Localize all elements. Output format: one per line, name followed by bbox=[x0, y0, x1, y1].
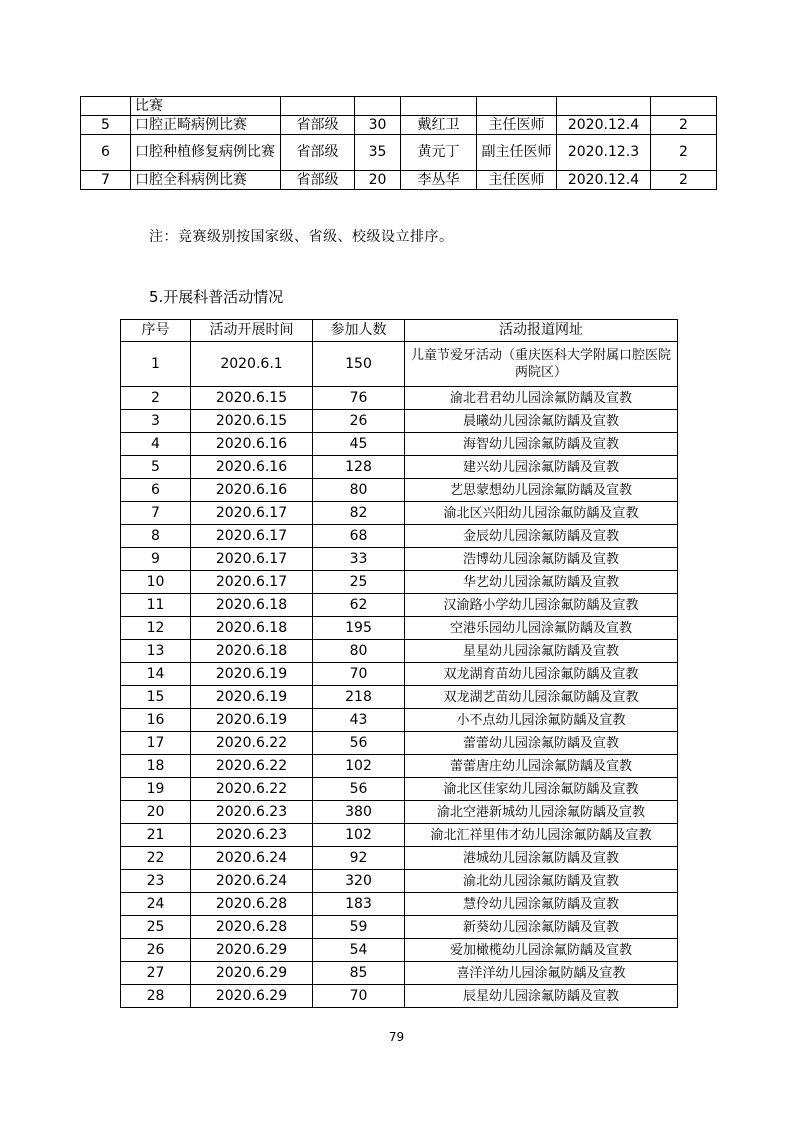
activity-cell-no: 10 bbox=[121, 571, 191, 594]
activity-row bbox=[121, 594, 678, 617]
activity-cell-count: 92 bbox=[313, 847, 405, 870]
competition-cell-extra: 2 bbox=[651, 171, 717, 190]
competition-table-body bbox=[81, 97, 717, 190]
activity-cell-no: 17 bbox=[121, 732, 191, 755]
activity-cell-no: 23 bbox=[121, 870, 191, 893]
competition-cell-count: 20 bbox=[355, 171, 401, 190]
activity-cell-no: 8 bbox=[121, 525, 191, 548]
activity-cell-no: 20 bbox=[121, 801, 191, 824]
competition-cell-no: 5 bbox=[81, 116, 131, 135]
competition-cell-extra: 2 bbox=[651, 116, 717, 135]
competition-cell-date: 2020.12.4 bbox=[557, 171, 651, 190]
activity-row bbox=[121, 640, 678, 663]
activity-cell-date: 2020.6.15 bbox=[191, 387, 313, 410]
activity-cell-date: 2020.6.16 bbox=[191, 456, 313, 479]
activity-cell-site: 浩博幼儿园涂氟防龋及宣教 bbox=[405, 548, 678, 571]
activity-cell-count: 195 bbox=[313, 617, 405, 640]
competition-cell-name: 口腔种植修复病例比赛 bbox=[131, 135, 281, 171]
activity-cell-count: 43 bbox=[313, 709, 405, 732]
activity-cell-date: 2020.6.24 bbox=[191, 870, 313, 893]
competition-cell-no: 7 bbox=[81, 171, 131, 190]
activity-cell-no: 9 bbox=[121, 548, 191, 571]
activity-cell-count: 70 bbox=[313, 985, 405, 1008]
competition-table bbox=[80, 96, 717, 190]
competition-cell-count: 35 bbox=[355, 135, 401, 171]
activity-row bbox=[121, 502, 678, 525]
activity-cell-site: 晨曦幼儿园涂氟防龋及宣教 bbox=[405, 410, 678, 433]
table-note: 注：竞赛级别按国家级、省级、校级设立排序。 bbox=[149, 229, 454, 245]
activity-row bbox=[121, 433, 678, 456]
activity-cell-date: 2020.6.22 bbox=[191, 732, 313, 755]
activity-cell-count: 85 bbox=[313, 962, 405, 985]
competition-cell-person: 戴红卫 bbox=[401, 116, 477, 135]
activity-row bbox=[121, 709, 678, 732]
competition-row bbox=[81, 97, 717, 116]
activity-cell-no: 18 bbox=[121, 755, 191, 778]
activity-cell-date: 2020.6.23 bbox=[191, 801, 313, 824]
activity-cell-count: 70 bbox=[313, 663, 405, 686]
activity-cell-no: 5 bbox=[121, 456, 191, 479]
activity-cell-date: 2020.6.22 bbox=[191, 755, 313, 778]
activity-cell-no: 19 bbox=[121, 778, 191, 801]
activity-cell-site: 建兴幼儿园涂氟防龋及宣教 bbox=[405, 456, 678, 479]
activity-cell-date: 2020.6.19 bbox=[191, 686, 313, 709]
activity-cell-no: 21 bbox=[121, 824, 191, 847]
activity-cell-count: 218 bbox=[313, 686, 405, 709]
activity-cell-no: 3 bbox=[121, 410, 191, 433]
header-date: 活动开展时间 bbox=[191, 320, 313, 342]
activity-cell-site: 辰星幼儿园涂氟防龋及宣教 bbox=[405, 985, 678, 1008]
competition-cell-name: 口腔全科病例比赛 bbox=[131, 171, 281, 190]
competition-cell-date: 2020.12.3 bbox=[557, 135, 651, 171]
activity-cell-date: 2020.6.29 bbox=[191, 962, 313, 985]
activity-cell-no: 14 bbox=[121, 663, 191, 686]
activity-cell-count: 380 bbox=[313, 801, 405, 824]
competition-cell-extra: 2 bbox=[651, 135, 717, 171]
activity-cell-no: 25 bbox=[121, 916, 191, 939]
header-no: 序号 bbox=[121, 320, 191, 342]
competition-cell-level: 省部级 bbox=[281, 171, 355, 190]
competition-cell-count bbox=[355, 97, 401, 116]
activity-cell-site: 爱加橄榄幼儿园涂氟防龋及宣教 bbox=[405, 939, 678, 962]
activity-cell-date: 2020.6.16 bbox=[191, 479, 313, 502]
activity-cell-date: 2020.6.1 bbox=[191, 342, 313, 387]
activity-cell-no: 12 bbox=[121, 617, 191, 640]
competition-cell-title bbox=[477, 97, 557, 116]
activity-cell-no: 15 bbox=[121, 686, 191, 709]
activity-cell-count: 80 bbox=[313, 479, 405, 502]
activity-cell-site: 喜洋洋幼儿园涂氟防龋及宣教 bbox=[405, 962, 678, 985]
competition-cell-count: 30 bbox=[355, 116, 401, 135]
activity-cell-date: 2020.6.22 bbox=[191, 778, 313, 801]
competition-cell-name: 口腔正畸病例比赛 bbox=[131, 116, 281, 135]
competition-cell-title: 主任医师 bbox=[477, 171, 557, 190]
competition-cell-level: 省部级 bbox=[281, 135, 355, 171]
activity-cell-date: 2020.6.19 bbox=[191, 663, 313, 686]
activity-cell-count: 150 bbox=[313, 342, 405, 387]
activity-cell-count: 102 bbox=[313, 755, 405, 778]
activity-cell-count: 82 bbox=[313, 502, 405, 525]
activity-cell-site: 小不点幼儿园涂氟防龋及宣教 bbox=[405, 709, 678, 732]
activity-cell-date: 2020.6.29 bbox=[191, 985, 313, 1008]
activity-row bbox=[121, 456, 678, 479]
activity-cell-no: 6 bbox=[121, 479, 191, 502]
activity-cell-site: 双龙湖艺苗幼儿园涂氟防龋及宣教 bbox=[405, 686, 678, 709]
activity-cell-count: 59 bbox=[313, 916, 405, 939]
activity-cell-count: 56 bbox=[313, 778, 405, 801]
section-title: 5.开展科普活动情况 bbox=[149, 288, 284, 306]
competition-cell-title: 副主任医师 bbox=[477, 135, 557, 171]
activity-cell-site: 星星幼儿园涂氟防龋及宣教 bbox=[405, 640, 678, 663]
activity-row bbox=[121, 824, 678, 847]
competition-cell-title: 主任医师 bbox=[477, 116, 557, 135]
activity-cell-date: 2020.6.28 bbox=[191, 893, 313, 916]
activity-row bbox=[121, 801, 678, 824]
activity-cell-count: 56 bbox=[313, 732, 405, 755]
activity-cell-count: 128 bbox=[313, 456, 405, 479]
activity-row bbox=[121, 870, 678, 893]
activity-cell-date: 2020.6.18 bbox=[191, 617, 313, 640]
activity-row bbox=[121, 479, 678, 502]
competition-cell-no: 6 bbox=[81, 135, 131, 171]
activity-cell-count: 320 bbox=[313, 870, 405, 893]
activity-cell-site: 蕾蕾唐庄幼儿园涂氟防龋及宣教 bbox=[405, 755, 678, 778]
activity-row bbox=[121, 985, 678, 1008]
activity-cell-no: 1 bbox=[121, 342, 191, 387]
competition-cell-level: 省部级 bbox=[281, 116, 355, 135]
activity-cell-no: 7 bbox=[121, 502, 191, 525]
activity-cell-date: 2020.6.19 bbox=[191, 709, 313, 732]
activity-row bbox=[121, 755, 678, 778]
activity-cell-count: 25 bbox=[313, 571, 405, 594]
activity-cell-date: 2020.6.15 bbox=[191, 410, 313, 433]
activity-cell-site: 新葵幼儿园涂氟防龋及宣教 bbox=[405, 916, 678, 939]
activity-cell-site: 空港乐园幼儿园涂氟防龋及宣教 bbox=[405, 617, 678, 640]
activity-row bbox=[121, 525, 678, 548]
activity-cell-site: 渝北区兴阳幼儿园涂氟防龋及宣教 bbox=[405, 502, 678, 525]
activity-cell-site: 慧伶幼儿园涂氟防龋及宣教 bbox=[405, 893, 678, 916]
activity-cell-count: 102 bbox=[313, 824, 405, 847]
competition-cell-date bbox=[557, 97, 651, 116]
activity-cell-count: 62 bbox=[313, 594, 405, 617]
activity-table bbox=[120, 319, 678, 1008]
activity-cell-site: 蕾蕾幼儿园涂氟防龋及宣教 bbox=[405, 732, 678, 755]
activity-cell-site: 渝北幼儿园涂氟防龋及宣教 bbox=[405, 870, 678, 893]
activity-cell-date: 2020.6.17 bbox=[191, 525, 313, 548]
competition-row bbox=[81, 171, 717, 190]
activity-row bbox=[121, 571, 678, 594]
activity-row bbox=[121, 778, 678, 801]
activity-row bbox=[121, 548, 678, 571]
competition-cell-date: 2020.12.4 bbox=[557, 116, 651, 135]
activity-cell-date: 2020.6.23 bbox=[191, 824, 313, 847]
activity-cell-count: 76 bbox=[313, 387, 405, 410]
activity-row bbox=[121, 916, 678, 939]
activity-row bbox=[121, 617, 678, 640]
activity-cell-date: 2020.6.16 bbox=[191, 433, 313, 456]
activity-row bbox=[121, 387, 678, 410]
activity-cell-site: 渝北区佳家幼儿园涂氟防龋及宣教 bbox=[405, 778, 678, 801]
competition-cell-no bbox=[81, 97, 131, 116]
activity-cell-count: 26 bbox=[313, 410, 405, 433]
header-site: 活动报道网址 bbox=[405, 320, 678, 342]
activity-cell-count: 33 bbox=[313, 548, 405, 571]
activity-cell-no: 26 bbox=[121, 939, 191, 962]
activity-cell-date: 2020.6.29 bbox=[191, 939, 313, 962]
activity-cell-date: 2020.6.17 bbox=[191, 502, 313, 525]
activity-row bbox=[121, 686, 678, 709]
competition-row bbox=[81, 116, 717, 135]
activity-cell-date: 2020.6.28 bbox=[191, 916, 313, 939]
competition-row bbox=[81, 135, 717, 171]
competition-cell-person bbox=[401, 97, 477, 116]
activity-cell-date: 2020.6.18 bbox=[191, 594, 313, 617]
activity-cell-date: 2020.6.24 bbox=[191, 847, 313, 870]
activity-row bbox=[121, 939, 678, 962]
activity-cell-site: 渝北汇祥里伟才幼儿园涂氟防龋及宣教 bbox=[405, 824, 678, 847]
competition-cell-person: 黄元丁 bbox=[401, 135, 477, 171]
activity-cell-no: 11 bbox=[121, 594, 191, 617]
activity-cell-count: 68 bbox=[313, 525, 405, 548]
activity-table-body bbox=[121, 342, 678, 1008]
activity-row bbox=[121, 847, 678, 870]
competition-cell-extra bbox=[651, 97, 717, 116]
activity-cell-no: 16 bbox=[121, 709, 191, 732]
activity-cell-site: 海智幼儿园涂氟防龋及宣教 bbox=[405, 433, 678, 456]
activity-cell-site: 儿童节爱牙活动（重庆医科大学附属口腔医院两院区） bbox=[405, 342, 678, 387]
activity-row bbox=[121, 893, 678, 916]
activity-cell-site: 汉渝路小学幼儿园涂氟防龋及宣教 bbox=[405, 594, 678, 617]
page-number: 79 bbox=[388, 1030, 405, 1044]
activity-cell-site: 双龙湖育苗幼儿园涂氟防龋及宣教 bbox=[405, 663, 678, 686]
activity-cell-site: 艺思蒙想幼儿园涂氟防龋及宣教 bbox=[405, 479, 678, 502]
activity-header-row bbox=[121, 320, 678, 342]
activity-cell-date: 2020.6.18 bbox=[191, 640, 313, 663]
activity-cell-site: 金辰幼儿园涂氟防龋及宣教 bbox=[405, 525, 678, 548]
activity-row bbox=[121, 342, 678, 387]
competition-cell-level bbox=[281, 97, 355, 116]
activity-row bbox=[121, 410, 678, 433]
activity-cell-site: 港城幼儿园涂氟防龋及宣教 bbox=[405, 847, 678, 870]
activity-cell-date: 2020.6.17 bbox=[191, 571, 313, 594]
header-count: 参加人数 bbox=[313, 320, 405, 342]
activity-cell-no: 22 bbox=[121, 847, 191, 870]
activity-cell-count: 45 bbox=[313, 433, 405, 456]
activity-cell-no: 2 bbox=[121, 387, 191, 410]
activity-row bbox=[121, 663, 678, 686]
activity-cell-site: 渝北君君幼儿园涂氟防龋及宣教 bbox=[405, 387, 678, 410]
activity-cell-no: 28 bbox=[121, 985, 191, 1008]
activity-cell-count: 80 bbox=[313, 640, 405, 663]
activity-row bbox=[121, 962, 678, 985]
activity-row bbox=[121, 732, 678, 755]
activity-cell-site: 渝北空港新城幼儿园涂氟防龋及宣教 bbox=[405, 801, 678, 824]
competition-cell-name: 比赛 bbox=[131, 97, 281, 116]
activity-cell-no: 24 bbox=[121, 893, 191, 916]
activity-cell-no: 4 bbox=[121, 433, 191, 456]
activity-cell-count: 54 bbox=[313, 939, 405, 962]
competition-cell-person: 李丛华 bbox=[401, 171, 477, 190]
activity-cell-no: 27 bbox=[121, 962, 191, 985]
activity-cell-date: 2020.6.17 bbox=[191, 548, 313, 571]
activity-cell-site: 华艺幼儿园涂氟防龋及宣教 bbox=[405, 571, 678, 594]
activity-cell-no: 13 bbox=[121, 640, 191, 663]
activity-cell-count: 183 bbox=[313, 893, 405, 916]
